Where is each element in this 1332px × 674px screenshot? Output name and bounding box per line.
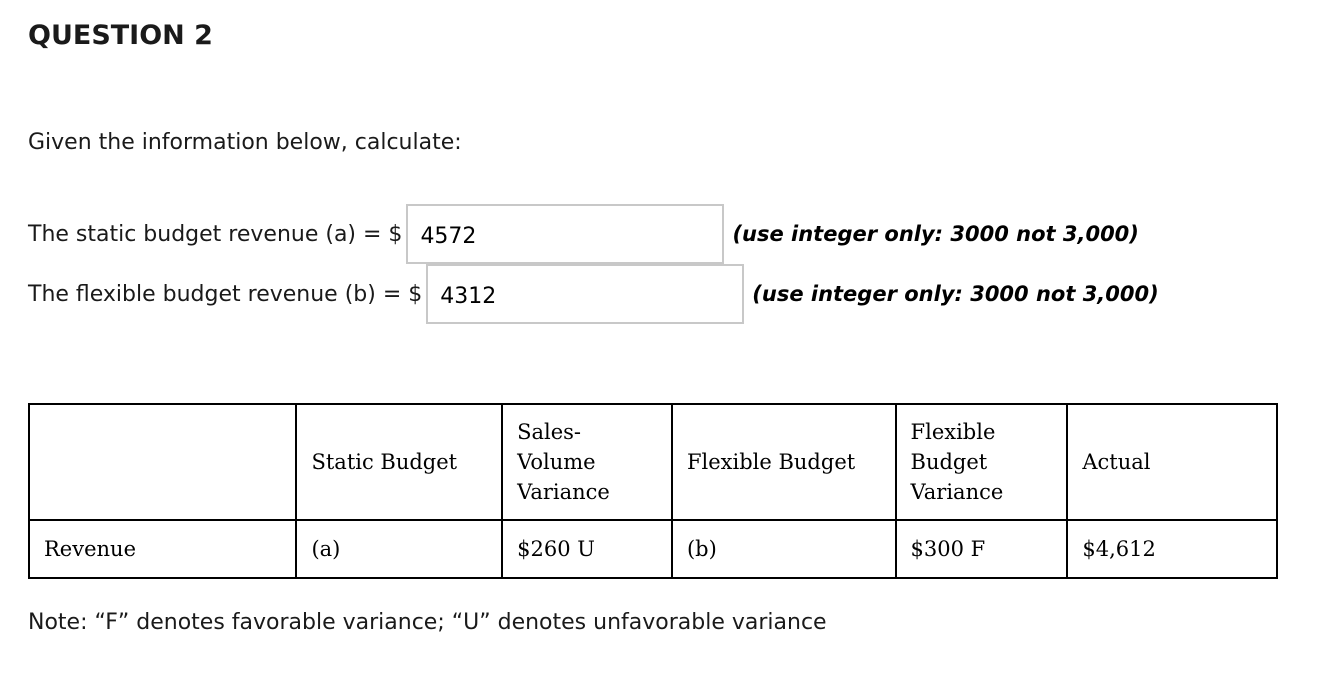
header-line: Variance [517,480,610,504]
header-flexible-budget-variance [896,404,1068,520]
row-label-revenue: Revenue [29,520,296,578]
header-static-budget: Static Budget [296,404,502,520]
header-line: Volume [517,450,596,474]
flexible-budget-label: The flexible budget revenue (b) = $ [28,281,423,307]
cell-static-budget: (a) [296,520,502,578]
static-budget-hint: (use integer only: 3000 not 3,000) [732,222,1139,246]
header-empty-cell [29,404,296,520]
cell-flexible-budget-variance: $300 F [896,520,1068,578]
header-line: Sales- [517,420,582,444]
header-line: Budget [910,450,988,474]
header-flexible-budget: Flexible Budget [672,404,896,520]
flexible-budget-input[interactable]: 4312 [426,264,744,324]
header-line: Flexible [910,420,996,444]
header-sales-volume-variance [502,404,672,520]
flexible-budget-row [28,264,1159,324]
static-budget-input[interactable]: 4572 [406,204,724,264]
header-actual: Actual [1067,404,1277,520]
question-title: QUESTION 2 [28,20,213,51]
cell-actual: $4,612 [1067,520,1277,578]
flexible-budget-hint: (use integer only: 3000 not 3,000) [752,282,1159,306]
static-budget-row [28,204,1139,264]
cell-flexible-budget: (b) [672,520,896,578]
question-intro: Given the information below, calculate: [28,130,462,155]
table-row [29,520,1277,578]
variance-note: Note: “F” denotes favorable variance; “U” denotes unfavorable variance [28,610,827,635]
budget-table [28,403,1278,579]
static-budget-label: The static budget revenue (a) = $ [28,221,403,247]
cell-sales-volume-variance: $260 U [502,520,672,578]
header-line: Variance [910,480,1004,504]
table-header-row [29,404,1277,520]
